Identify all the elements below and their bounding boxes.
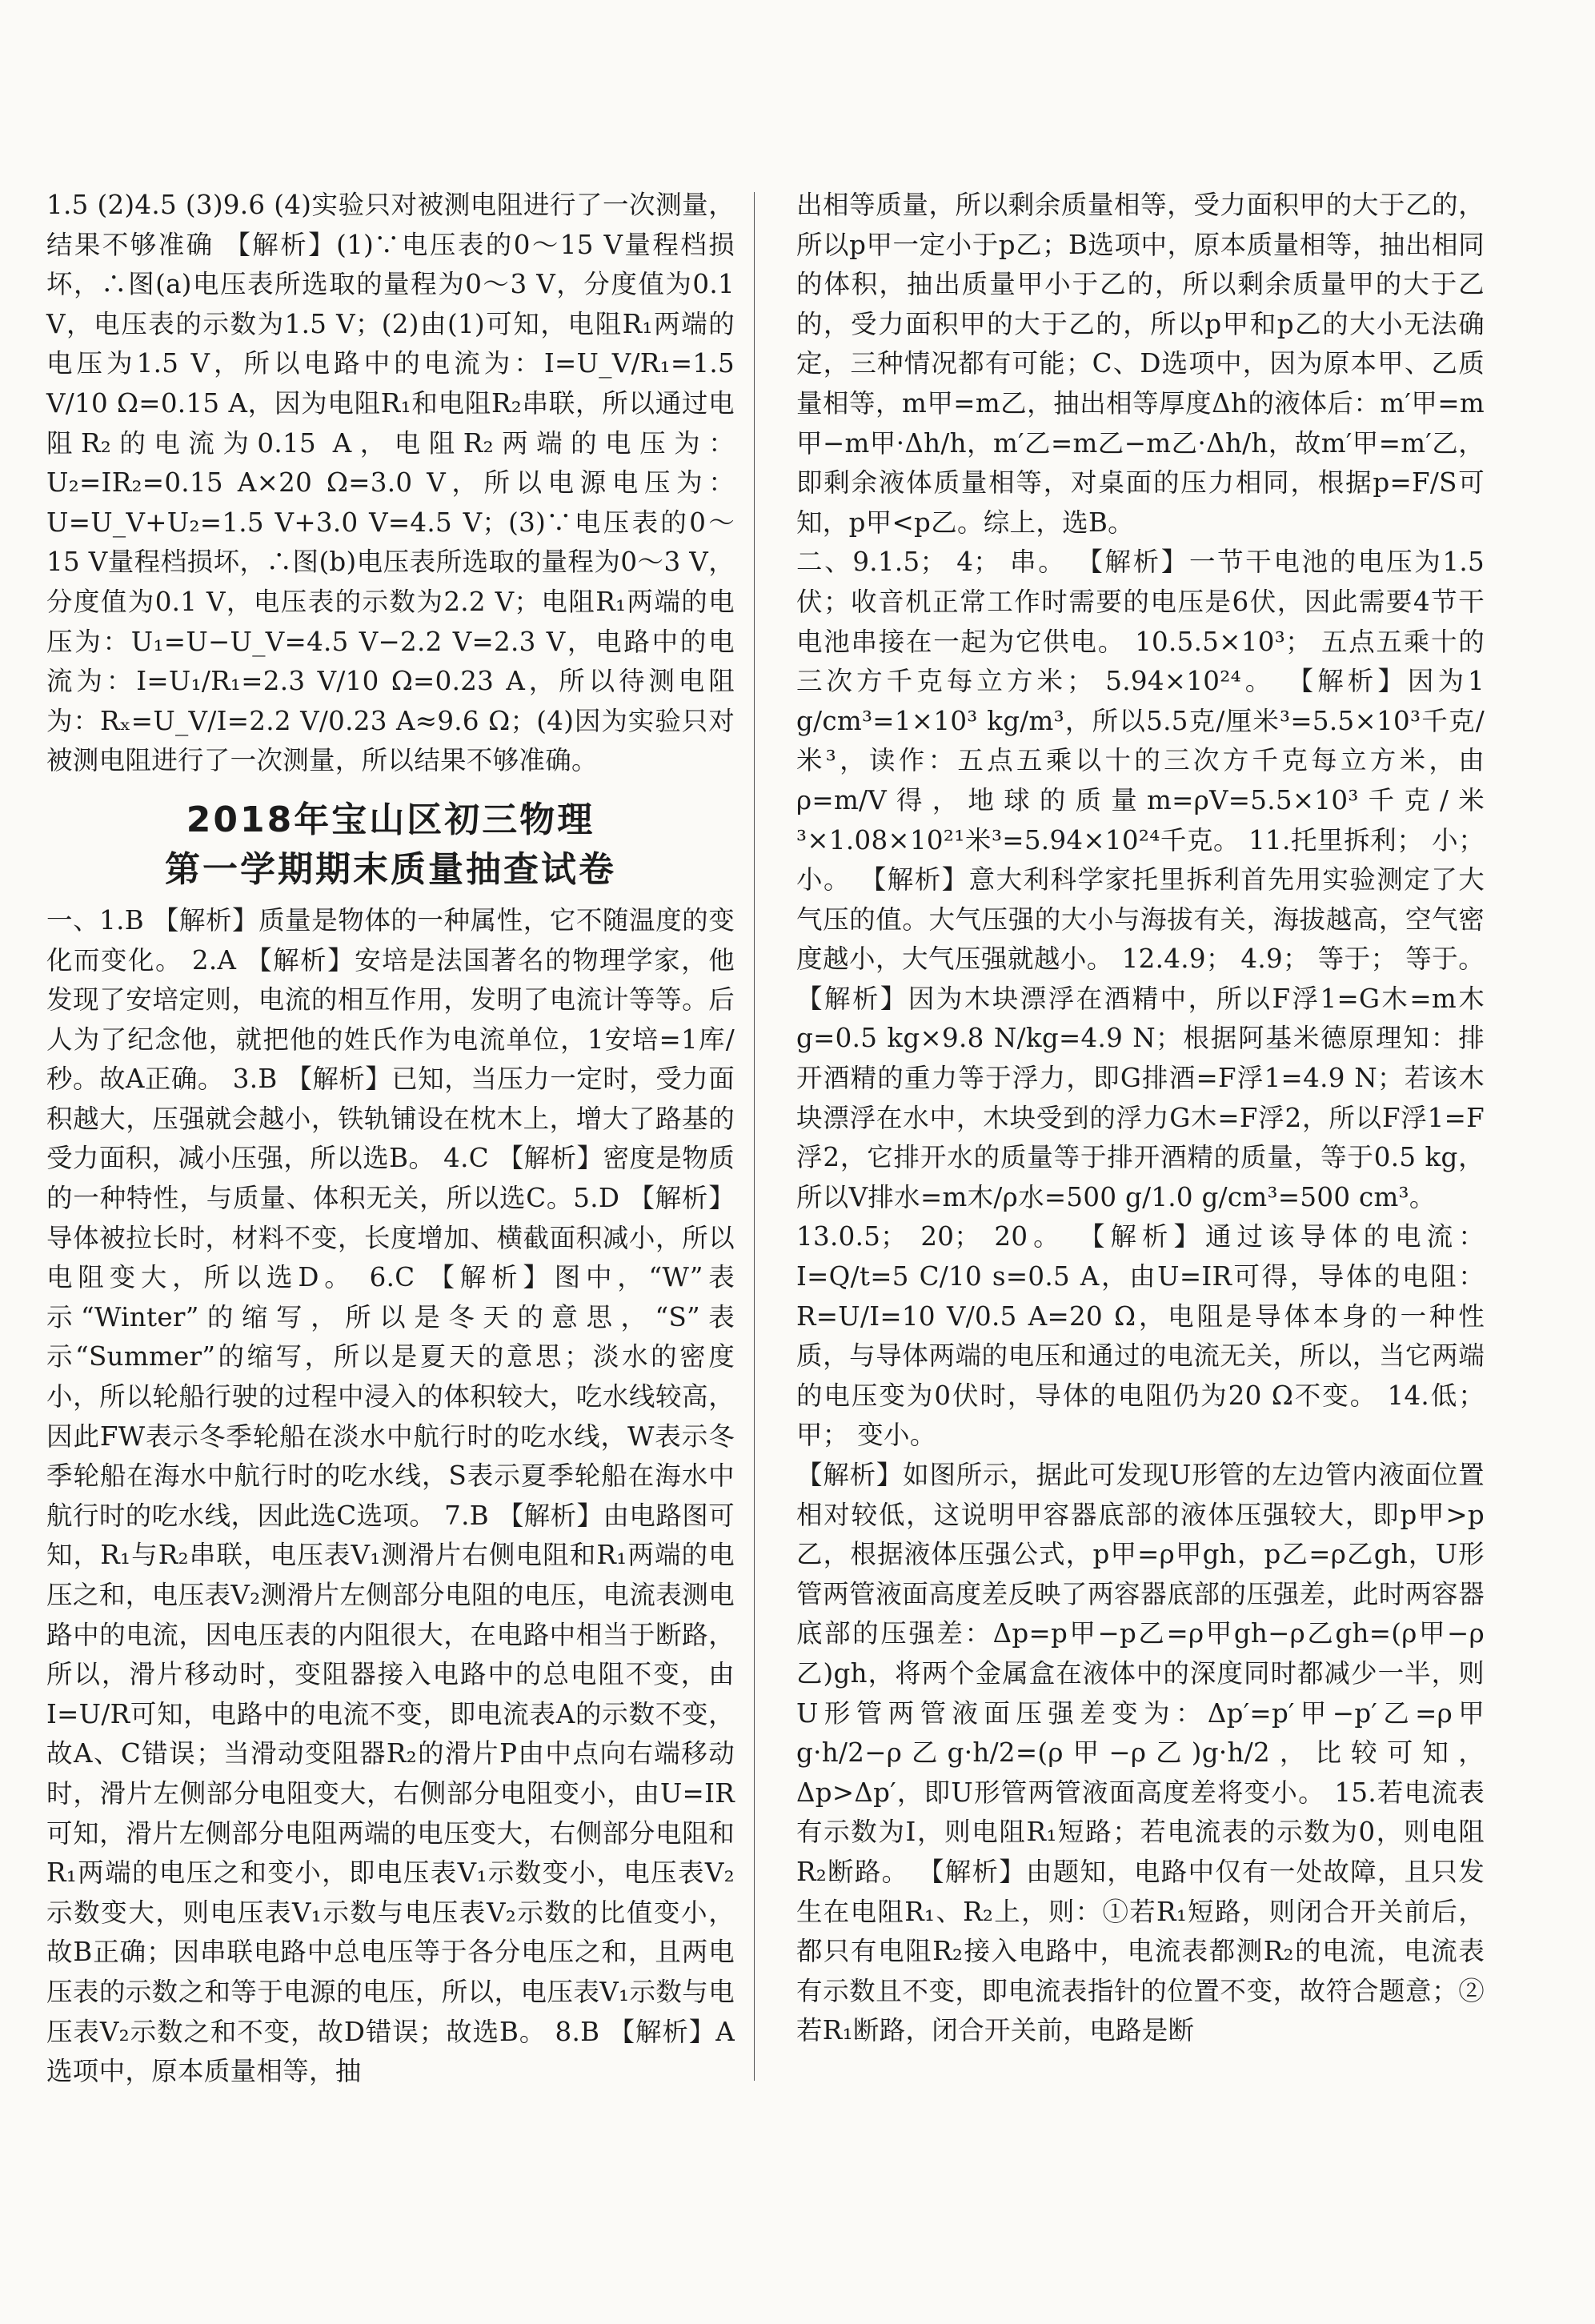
left-column xyxy=(46,186,735,2092)
column-divider xyxy=(754,192,755,2081)
answer-paragraph: 1.5 (2)4.5 (3)9.6 (4)实验只对被测电阻进行了一次测量，结果不够准确 【解析】(1)∵电压表的0～15 V量程档损坏，∴图(a)电压表所选取的量程为0～3 V，分度值为0.1 V，电压表的示数为1.5 V；(2)由(1)可知，电阻R₁两端的电压为1.5 V，所以电路中的电流为：I=U_V/R₁=1.5 V/10 Ω=0.15 A，因为电阻R₁和电阻R₂串联，所以通过电阻R₂的电流为0.15 A，电阻R₂两端的电压为：U₂=IR₂=0.15 A×20 Ω=3.0 V，所以电源电压为：U=U_V+U₂=1.5 V+3.0 V=4.5 V；(3)∵电压表的0～15 V量程档损坏，∴图(b)电压表所选取的量程为0～3 V，分度值为0.1 V，电压表的示数为2.2 V；电阻R₁两端的电压为：U₁=U−U_V=4.5 V−2.2 V=2.3 V，电路中的电流为：I=U₁/R₁=2.3 V/10 Ω=0.23 A，所以待测电阻为：Rₓ=U_V/I=2.2 V/0.23 A≈9.6 Ω；(4)因为实验只对被测电阻进行了一次测量，所以结果不够准确。 xyxy=(46,190,735,776)
answer-paragraph: 二、9.1.5； 4； 串。 【解析】一节干电池的电压为1.5伏；收音机正常工作时需要的电压是6伏，因此需要4节干电池串接在一起为它供电。 10.5.5×10³； 五点五乘十的三次方千克每立方米； 5.94×10²⁴。 【解析】因为1 g/cm³=1×10³ kg/m³，所以5.5克/厘米³=5.5×10³千克/米³，读作：五点五乘以十的三次方千克每立方米，由ρ=m/V得，地球的质量m=ρV=5.5×10³千克/米³×1.08×10²¹米³=5.94×10²⁴千克。 11.托里拆利； 小； 小。 【解析】意大利科学家托里拆利首先用实验测定了大气压的值。大气压强的大小与海拔有关，海拔越高，空气密度越小，大气压强就越小。 12.4.9； 4.9； 等于； 等于。 【解析】因为木块漂浮在酒精中，所以F浮1=G木=m木g=0.5 kg×9.8 N/kg=4.9 N；根据阿基米德原理知：排开酒精的重力等于浮力，即G排酒=F浮1=4.9 N；若该木块漂浮在水中，木块受到的浮力G木=F浮2，所以F浮1=F浮2，它排开水的质量等于排开酒精的质量，等于0.5 kg，所以V排水=m木/ρ水=500 g/1.0 g/cm³=500 cm³。 xyxy=(796,547,1485,1212)
exam-title xyxy=(46,795,735,895)
exam-title-line-2: 第一学期期末质量抽查试卷 xyxy=(165,848,616,890)
right-column xyxy=(796,186,1485,2051)
answer-paragraph: 【解析】如图所示，据此可发现U形管的左边管内液面位置相对较低，这说明甲容器底部的液体压强较大，即p甲>p乙，根据液体压强公式，p甲=ρ甲gh，p乙=ρ乙gh，U形管两管液面高度差反映了两容器底部的压强差，此时两容器底部的压强差：Δp=p甲−p乙=ρ甲gh−ρ乙gh=(ρ甲−ρ乙)gh，将两个金属盒在液体中的深度同时都减少一半，则U形管两管液面压强差变为：Δp′=p′甲−p′乙=ρ甲g·h/2−ρ乙g·h/2=(ρ甲−ρ乙)g·h/2，比较可知，Δp>Δp′，即U形管两管液面高度差将变小。 15.若电流表有示数为I，则电阻R₁短路；若电流表的示数为0，则电阻R₂断路。 【解析】由题知，电路中仅有一处故障，且只发生在电阻R₁、R₂上，则：①若R₁短路，则闭合开关前后，都只有电阻R₂接入电路中，电流表都测R₂的电流，电流表有示数且不变，即电流表指针的位置不变，故符合题意；②若R₁断路，闭合开关前，电路是断 xyxy=(796,1460,1485,2046)
exam-title-line-1: 2018年宝山区初三物理 xyxy=(186,799,595,840)
answer-paragraph: 出相等质量，所以剩余质量相等，受力面积甲的大于乙的，所以p甲一定小于p乙；B选项中，原本质量相等，抽出相同的体积，抽出质量甲小于乙的，所以剩余质量甲的大于乙的，受力面积甲的大于乙的，所以p甲和p乙的大小无法确定，三种情况都有可能；C、D选项中，因为原本甲、乙质量相等，m甲=m乙，抽出相等厚度Δh的液体后：m′甲=m甲−m甲·Δh/h，m′乙=m乙−m乙·Δh/h，故m′甲=m′乙，即剩余液体质量相等，对桌面的压力相同，根据p=F/S可知，p甲<p乙。综上，选B。 xyxy=(796,190,1485,538)
answer-paragraph: 13.0.5； 20； 20。 【解析】通过该导体的电流：I=Q/t=5 C/10 s=0.5 A，由U=IR可得，导体的电阻：R=U/I=10 V/0.5 A=20 Ω，电阻是导体本身的一种性质，与导体两端的电压和通过的电流无关，所以，当它两端的电压变为0伏时，导体的电阻仍为20 Ω不变。 14.低； 甲； 变小。 xyxy=(796,1221,1485,1451)
answer-paragraph: 一、1.B 【解析】质量是物体的一种属性，它不随温度的变化而变化。 2.A 【解析】安培是法国著名的物理学家，他发现了安培定则，电流的相互作用，发明了电流计等等。后人为了纪念他，就把他的姓氏作为电流单位，1安培=1库/秒。故A正确。 3.B 【解析】已知，当压力一定时，受力面积越大，压强就会越小，铁轨铺设在枕木上，增大了路基的受力面积，减小压强，所以选B。 4.C 【解析】密度是物质的一种特性，与质量、体积无关，所以选C。5.D 【解析】导体被拉长时，材料不变，长度增加、横截面积减小，所以电阻变大，所以选D。 6.C 【解析】图中，“W”表示“Winter”的缩写，所以是冬天的意思，“S”表示“Summer”的缩写，所以是夏天的意思；淡水的密度小，所以轮船行驶的过程中浸入的体积较大，吃水线较高，因此FW表示冬季轮船在淡水中航行时的吃水线，W表示冬季轮船在海水中航行时的吃水线，S表示夏季轮船在海水中航行时的吃水线，因此选C选项。 7.B 【解析】由电路图可知，R₁与R₂串联，电压表V₁测滑片右侧电阻和R₁两端的电压之和，电压表V₂测滑片左侧部分电阻的电压，电流表测电路中的电流，因电压表的内阻很大，在电路中相当于断路，所以，滑片移动时，变阻器接入电路中的总电阻不变，由I=U/R可知，电路中的电流不变，即电流表A的示数不变，故A、C错误；当滑动变阻器R₂的滑片P由中点向右端移动时，滑片左侧部分电阻变大，右侧部分电阻变小，由U=IR可知，滑片左侧部分电阻两端的电压变大，右侧部分电阻和R₁两端的电压之和变小，即电压表V₁示数变小，电压表V₂示数变大，则电压表V₁示数与电压表V₂示数的比值变小，故B正确；因串联电路中总电压等于各分电压之和，且两电压表的示数之和等于电源的电压，所以，电压表V₁示数与电压表V₂示数之和不变，故D错误；故选B。 8.B 【解析】A选项中，原本质量相等，抽 xyxy=(46,904,735,2087)
